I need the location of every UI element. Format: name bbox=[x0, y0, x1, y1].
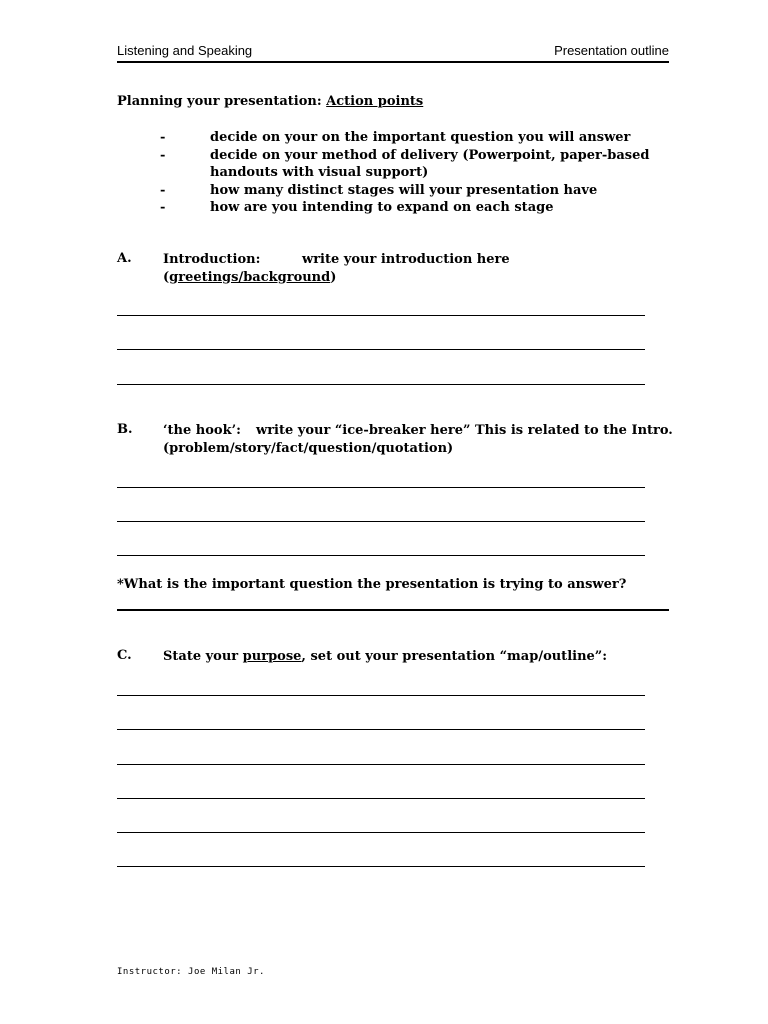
list-item bbox=[160, 182, 680, 200]
section-b-paren: (problem/story/fact/question/quotation) bbox=[163, 440, 454, 456]
section-c-suffix: , set out your presentation “map/outline”: bbox=[301, 649, 608, 664]
section-a-paren-close: ) bbox=[330, 269, 337, 285]
list-item-text: how many distinct stages will your presentation have bbox=[210, 182, 598, 198]
page-header bbox=[117, 43, 669, 63]
section-b-label: ‘the hook’: bbox=[163, 423, 241, 438]
bullet-dash: - bbox=[160, 147, 166, 163]
section-a-paren-open: ( bbox=[163, 269, 170, 285]
answer-line-a-3[interactable] bbox=[117, 384, 645, 385]
answer-line-c-2[interactable] bbox=[117, 729, 645, 730]
bullet-dash: - bbox=[160, 200, 166, 215]
instructor-footer: Instructor: Joe Milan Jr. bbox=[117, 967, 265, 977]
answer-line-a-2[interactable] bbox=[117, 349, 645, 350]
section-a-label: Introduction: bbox=[163, 252, 261, 267]
action-points-heading: Action points bbox=[326, 94, 424, 109]
header-course-title: Listening and Speaking bbox=[117, 43, 253, 58]
action-points-list bbox=[160, 129, 680, 217]
important-question-answer-line[interactable] bbox=[117, 609, 669, 611]
header-document-title: Presentation outline bbox=[554, 43, 669, 58]
section-a-prompt bbox=[163, 251, 663, 286]
list-item-text: decide on your method of delivery (Powerpoint, paper-based handouts with visual support) bbox=[210, 147, 650, 180]
planning-title bbox=[117, 94, 423, 109]
bullet-dash: - bbox=[160, 182, 166, 198]
section-c-purpose: purpose bbox=[242, 649, 302, 664]
answer-line-b-3[interactable] bbox=[117, 555, 645, 556]
list-item-text: how are you intending to expand on each stage bbox=[210, 200, 554, 215]
section-a-paren-text: greetings/background bbox=[169, 269, 331, 285]
list-item-text: decide on your on the important question you will answer bbox=[210, 130, 631, 145]
important-question-prompt: *What is the important question the presentation is trying to answer? bbox=[117, 577, 627, 592]
section-b-instruction: write your “ice-breaker here” This is related to the Intro. bbox=[256, 423, 673, 438]
section-c-prefix: State your bbox=[163, 649, 243, 664]
list-item bbox=[160, 129, 680, 147]
answer-line-c-4[interactable] bbox=[117, 798, 645, 799]
answer-line-c-1[interactable] bbox=[117, 695, 645, 696]
section-a-instruction: write your introduction here bbox=[302, 252, 510, 267]
section-b-prompt bbox=[163, 422, 683, 457]
answer-line-c-3[interactable] bbox=[117, 764, 645, 765]
list-item bbox=[160, 147, 680, 182]
answer-line-b-1[interactable] bbox=[117, 487, 645, 488]
planning-title-prefix: Planning your presentation: bbox=[117, 94, 327, 109]
bullet-dash: - bbox=[160, 130, 166, 145]
answer-line-b-2[interactable] bbox=[117, 521, 645, 522]
list-item bbox=[160, 199, 680, 217]
section-a-letter: A. bbox=[117, 251, 132, 266]
answer-line-c-5[interactable] bbox=[117, 832, 645, 833]
section-b-letter: B. bbox=[117, 422, 133, 437]
section-c-letter: C. bbox=[117, 648, 132, 663]
answer-line-a-1[interactable] bbox=[117, 315, 645, 316]
section-c-prompt bbox=[163, 648, 663, 666]
answer-line-c-6[interactable] bbox=[117, 866, 645, 867]
